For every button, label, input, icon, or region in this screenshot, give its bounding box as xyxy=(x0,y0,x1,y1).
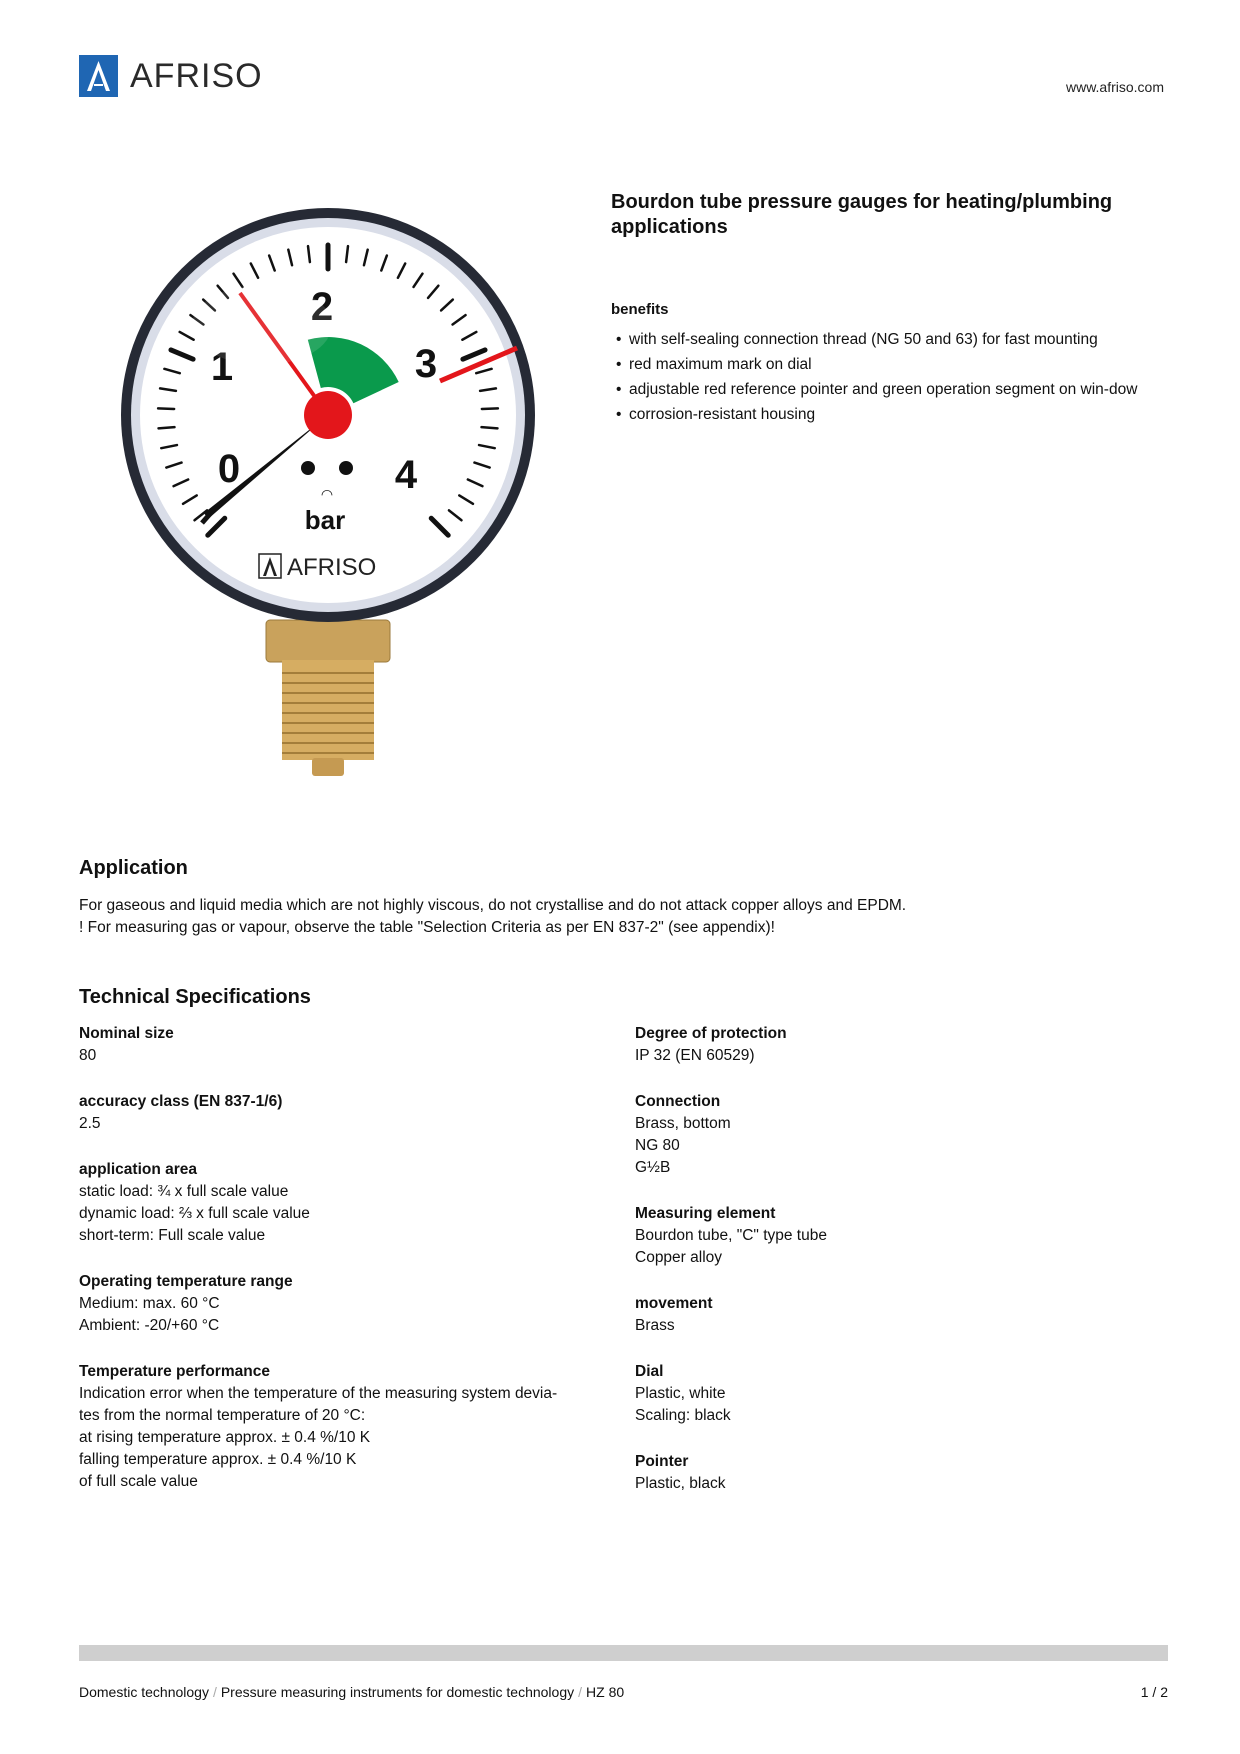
minor-tick xyxy=(159,427,175,428)
specs-right-column xyxy=(635,1023,1175,1519)
spec-accuracy-class: accuracy class (EN 837-1/6) 2.5 xyxy=(79,1093,283,1132)
scale-label-4: 4 xyxy=(394,453,418,497)
spec-operating-temperature: Operating temperature range Medium: max. 60 °C Ambient: -20/+60 °C xyxy=(79,1273,293,1334)
spec-measuring-element: Measuring element Bourdon tube, "C" type tube Copper alloy xyxy=(635,1205,827,1266)
scale-label-0: 0 xyxy=(217,447,241,491)
benefits-list xyxy=(611,330,1166,430)
specs-left-column xyxy=(79,1023,619,1517)
scale-label-2: 2 xyxy=(310,285,334,329)
product-image xyxy=(112,205,552,785)
breadcrumb-separator: / xyxy=(578,1684,583,1700)
minor-tick xyxy=(482,408,498,409)
list-item: • corrosion-resistant housing xyxy=(616,406,816,423)
spec-connection: Connection Brass, bottom NG 80 G½B xyxy=(635,1093,731,1176)
benefits-heading: benefits xyxy=(611,301,669,318)
breadcrumb-item[interactable]: Domestic technology xyxy=(79,1684,209,1700)
scale-label-3: 3 xyxy=(414,342,438,386)
list-item: • adjustable red reference pointer and green operation segment on win-dow xyxy=(616,381,1138,398)
spec-application-area: application area static load: ¾ x full scale value dynamic load: ⅔ x full scale value short-term: Full scale value xyxy=(79,1161,310,1244)
spec-degree-of-protection: Degree of protection IP 32 (EN 60529) xyxy=(635,1025,787,1064)
logo-wordmark: AFRISO xyxy=(130,56,263,95)
application-text xyxy=(79,895,1169,939)
minor-tick xyxy=(158,408,174,409)
specs-heading: Technical Specifications xyxy=(79,986,311,1008)
scale-label-1: 1 xyxy=(210,345,234,389)
breadcrumb-item[interactable]: HZ 80 xyxy=(586,1684,625,1700)
spec-movement: movement Brass xyxy=(635,1295,713,1334)
list-item: • with self-sealing connection thread (NG 50 and 63) for fast mounting xyxy=(616,331,1098,348)
website-link[interactable]: www.afriso.com xyxy=(1065,79,1164,95)
brass-fitting xyxy=(266,620,390,776)
svg-text:AFRISO: AFRISO xyxy=(287,554,377,581)
spec-pointer: Pointer Plastic, black xyxy=(635,1453,726,1492)
minor-tick xyxy=(482,427,498,428)
application-line: ! For measuring gas or vapour, observe the table "Selection Criteria as per EN 837-2" (see appendix)! xyxy=(79,919,775,936)
spec-temperature-performance: Temperature performance Indication error when the temperature of the measuring system devia- tes from the normal temperature of 20 °C: at rising temperature approx. ± 0.4 %/10 K falling temperature approx. ± 0.4 %/10 K of full scale value xyxy=(79,1363,558,1490)
product-title: Bourdon tube pressure gauges for heating/plumbing applications xyxy=(611,191,1113,238)
spec-nominal-size: Nominal size 80 xyxy=(79,1025,174,1064)
unit-label: bar xyxy=(304,505,346,535)
afriso-logo-icon xyxy=(79,55,118,97)
spec-dial: Dial Plastic, white Scaling: black xyxy=(635,1363,731,1424)
breadcrumb-separator: / xyxy=(212,1684,217,1700)
application-line: For gaseous and liquid media which are not highly viscous, do not crystallise and do not attack copper alloys and EPDM. xyxy=(79,897,907,914)
page-number: 1 / 2 xyxy=(1140,1684,1168,1700)
pointer-hub xyxy=(304,391,352,439)
breadcrumb-item[interactable]: Pressure measuring instruments for domestic technology xyxy=(220,1684,575,1700)
list-item: • red maximum mark on dial xyxy=(616,356,812,373)
afriso-logo xyxy=(79,55,263,97)
svg-text:◠: ◠ xyxy=(320,486,334,502)
application-heading: Application xyxy=(79,857,188,879)
footer-divider xyxy=(79,1645,1168,1661)
breadcrumb xyxy=(79,1684,624,1700)
